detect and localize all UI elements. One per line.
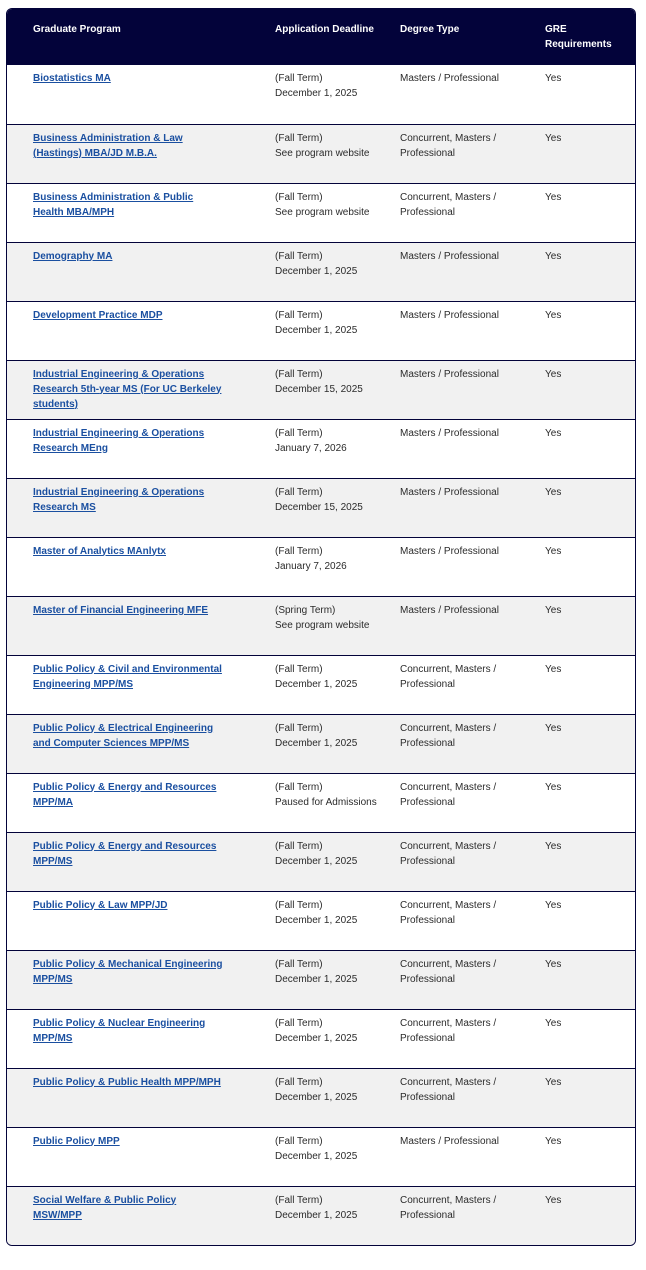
deadline-term: (Fall Term): [275, 368, 323, 380]
deadline-date: December 1, 2025: [275, 855, 358, 867]
header-row: [7, 9, 635, 65]
table-row: [7, 183, 635, 242]
gre-requirement-cell: Yes: [545, 309, 562, 321]
program-cell: [7, 537, 265, 596]
program-cell: [7, 950, 265, 1009]
degree-type-cell: Concurrent, Masters / Professional: [400, 1017, 497, 1044]
deadline-term: (Fall Term): [275, 191, 323, 203]
deadline-date: December 1, 2025: [275, 1032, 358, 1044]
table-row: [7, 419, 635, 478]
deadline-cell: [265, 183, 390, 242]
deadline-term: (Fall Term): [275, 1076, 323, 1088]
program-cell: [7, 1009, 265, 1068]
gre-requirement-cell: Yes: [545, 958, 562, 970]
program-cell: [7, 183, 265, 242]
program-link[interactable]: Public Policy & Energy and Resources MPP/MS: [33, 840, 217, 867]
deadline-cell: [265, 1186, 390, 1245]
deadline-date: December 1, 2025: [275, 88, 358, 99]
deadline-date: December 1, 2025: [275, 1150, 358, 1162]
deadline-date: December 1, 2025: [275, 324, 358, 336]
degree-type-cell: Concurrent, Masters / Professional: [400, 781, 497, 808]
program-cell: [7, 419, 265, 478]
table-row: [7, 714, 635, 773]
table-row: [7, 1009, 635, 1068]
program-cell: [7, 891, 265, 950]
program-link[interactable]: Master of Financial Engineering MFE: [33, 604, 209, 616]
deadline-date: December 1, 2025: [275, 737, 358, 749]
deadline-cell: [265, 65, 390, 124]
degree-type-cell: Masters / Professional: [400, 1135, 499, 1147]
gre-requirement-cell: Yes: [545, 545, 562, 557]
deadline-term: (Fall Term): [275, 250, 323, 262]
table-row: [7, 1068, 635, 1127]
table-row: [7, 950, 635, 1009]
deadline-cell: [265, 891, 390, 950]
table-row: [7, 301, 635, 360]
program-cell: [7, 301, 265, 360]
deadline-cell: [265, 478, 390, 537]
graduate-programs-table: [7, 9, 635, 1245]
table-row: [7, 360, 635, 419]
table-row: [7, 124, 635, 183]
deadline-cell: [265, 832, 390, 891]
deadline-date: See program website: [275, 206, 370, 218]
program-link[interactable]: Development Practice MDP: [33, 309, 163, 321]
degree-type-cell: Masters / Professional: [400, 604, 499, 616]
program-link[interactable]: Public Policy MPP: [33, 1135, 120, 1147]
program-cell: [7, 360, 265, 419]
deadline-date: December 1, 2025: [275, 1209, 358, 1221]
table-row: [7, 1186, 635, 1245]
table-row: [7, 1127, 635, 1186]
header-application-deadline: Application Deadline: [265, 9, 390, 65]
program-cell: [7, 65, 265, 124]
degree-type-cell: Concurrent, Masters / Professional: [400, 722, 497, 749]
program-cell: [7, 714, 265, 773]
program-link[interactable]: Demography MA: [33, 250, 113, 262]
deadline-term: (Fall Term): [275, 132, 323, 144]
deadline-date: December 1, 2025: [275, 914, 358, 926]
gre-requirement-cell: Yes: [545, 73, 562, 84]
header-degree-type: Degree Type: [390, 9, 535, 65]
degree-type-cell: Concurrent, Masters / Professional: [400, 663, 497, 690]
deadline-cell: [265, 419, 390, 478]
deadline-date: See program website: [275, 619, 370, 631]
program-cell: [7, 478, 265, 537]
gre-requirement-cell: Yes: [545, 840, 562, 852]
deadline-term: (Fall Term): [275, 1194, 323, 1206]
degree-type-cell: Masters / Professional: [400, 73, 499, 84]
deadline-term: (Fall Term): [275, 309, 323, 321]
program-link[interactable]: Public Policy & Mechanical Engineering MPP/MS: [33, 958, 223, 985]
degree-type-cell: Masters / Professional: [400, 545, 499, 557]
program-cell: [7, 832, 265, 891]
table-row: [7, 596, 635, 655]
gre-requirement-cell: Yes: [545, 191, 562, 203]
deadline-date: December 1, 2025: [275, 265, 358, 277]
deadline-date: December 15, 2025: [275, 501, 363, 513]
deadline-cell: [265, 1127, 390, 1186]
deadline-cell: [265, 1068, 390, 1127]
degree-type-cell: Concurrent, Masters / Professional: [400, 1076, 497, 1103]
gre-requirement-cell: Yes: [545, 781, 562, 793]
degree-type-cell: Concurrent, Masters / Professional: [400, 1194, 497, 1221]
program-cell: [7, 124, 265, 183]
table-row: [7, 65, 635, 124]
table-row: [7, 655, 635, 714]
table-row: [7, 537, 635, 596]
program-link[interactable]: Public Policy & Public Health MPP/MPH: [33, 1076, 221, 1088]
program-link[interactable]: Industrial Engineering & Operations Research MS: [33, 486, 205, 513]
deadline-date: December 1, 2025: [275, 973, 358, 985]
deadline-term: (Fall Term): [275, 486, 323, 498]
deadline-date: See program website: [275, 147, 370, 159]
degree-type-cell: Concurrent, Masters / Professional: [400, 899, 497, 926]
deadline-cell: [265, 773, 390, 832]
deadline-cell: [265, 950, 390, 1009]
table-body: [7, 65, 635, 1245]
table-row: [7, 891, 635, 950]
deadline-cell: [265, 714, 390, 773]
deadline-term: (Fall Term): [275, 73, 323, 84]
gre-requirement-cell: Yes: [545, 368, 562, 380]
deadline-date: January 7, 2026: [275, 442, 347, 454]
graduate-programs-table-container: [6, 8, 636, 1246]
program-link[interactable]: Public Policy & Electrical Engineering and Computer Sciences MPP/MS: [33, 722, 214, 749]
gre-requirement-cell: Yes: [545, 250, 562, 262]
deadline-cell: [265, 596, 390, 655]
deadline-term: (Fall Term): [275, 1017, 323, 1029]
deadline-date: December 1, 2025: [275, 678, 358, 690]
deadline-term: (Fall Term): [275, 958, 323, 970]
program-link[interactable]: Industrial Engineering & Operations Research 5th-year MS (For UC Berkeley students): [33, 368, 222, 410]
gre-requirement-cell: Yes: [545, 722, 562, 734]
deadline-cell: [265, 537, 390, 596]
program-link[interactable]: Business Administration & Law (Hastings) MBA/JD M.B.A.: [33, 132, 183, 159]
program-link[interactable]: Master of Analytics MAnlytx: [33, 545, 166, 557]
table-header: [7, 9, 635, 65]
program-link[interactable]: Public Policy & Energy and Resources MPP/MA: [33, 781, 217, 808]
header-gre-requirements: GRE Requirements: [535, 9, 635, 65]
program-cell: [7, 1068, 265, 1127]
program-link[interactable]: Industrial Engineering & Operations Research MEng: [33, 427, 205, 454]
deadline-term: (Fall Term): [275, 722, 323, 734]
table-row: [7, 242, 635, 301]
deadline-term: (Fall Term): [275, 840, 323, 852]
degree-type-cell: Concurrent, Masters / Professional: [400, 191, 497, 218]
program-link[interactable]: Social Welfare & Public Policy MSW/MPP: [33, 1194, 177, 1221]
deadline-cell: [265, 360, 390, 419]
table-row: [7, 773, 635, 832]
deadline-date: December 1, 2025: [275, 1091, 358, 1103]
gre-requirement-cell: Yes: [545, 486, 562, 498]
deadline-date: January 7, 2026: [275, 560, 347, 572]
program-link[interactable]: Public Policy & Law MPP/JD: [33, 899, 168, 911]
table-row: [7, 832, 635, 891]
gre-requirement-cell: Yes: [545, 1076, 562, 1088]
program-cell: [7, 596, 265, 655]
gre-requirement-cell: Yes: [545, 663, 562, 675]
deadline-cell: [265, 655, 390, 714]
gre-requirement-cell: Yes: [545, 604, 562, 616]
deadline-term: (Fall Term): [275, 1135, 323, 1147]
gre-requirement-cell: Yes: [545, 899, 562, 911]
program-link[interactable]: Public Policy & Civil and Environmental Engineering MPP/MS: [33, 663, 222, 690]
program-cell: [7, 1186, 265, 1245]
gre-requirement-cell: Yes: [545, 1135, 562, 1147]
deadline-cell: [265, 301, 390, 360]
program-cell: [7, 773, 265, 832]
deadline-cell: [265, 242, 390, 301]
program-cell: [7, 1127, 265, 1186]
deadline-date: December 15, 2025: [275, 383, 363, 395]
table-row: [7, 478, 635, 537]
program-link[interactable]: Public Policy & Nuclear Engineering MPP/MS: [33, 1017, 206, 1044]
gre-requirement-cell: Yes: [545, 1017, 562, 1029]
gre-requirement-cell: Yes: [545, 132, 562, 144]
deadline-term: (Spring Term): [275, 604, 336, 616]
degree-type-cell: Concurrent, Masters / Professional: [400, 958, 497, 985]
program-cell: [7, 655, 265, 714]
gre-requirement-cell: Yes: [545, 427, 562, 439]
degree-type-cell: Masters / Professional: [400, 486, 499, 498]
program-link[interactable]: Biostatistics MA: [33, 73, 111, 84]
program-link[interactable]: Business Administration & Public Health MBA/MPH: [33, 191, 194, 218]
degree-type-cell: Masters / Professional: [400, 427, 499, 439]
degree-type-cell: Masters / Professional: [400, 368, 499, 380]
degree-type-cell: Masters / Professional: [400, 309, 499, 321]
deadline-cell: [265, 1009, 390, 1068]
header-graduate-program: Graduate Program: [7, 9, 265, 65]
degree-type-cell: Masters / Professional: [400, 250, 499, 262]
program-cell: [7, 242, 265, 301]
deadline-date: Paused for Admissions: [275, 796, 377, 808]
gre-requirement-cell: Yes: [545, 1194, 562, 1206]
deadline-term: (Fall Term): [275, 427, 323, 439]
deadline-cell: [265, 124, 390, 183]
deadline-term: (Fall Term): [275, 781, 323, 793]
deadline-term: (Fall Term): [275, 899, 323, 911]
deadline-term: (Fall Term): [275, 663, 323, 675]
degree-type-cell: Concurrent, Masters / Professional: [400, 840, 497, 867]
deadline-term: (Fall Term): [275, 545, 323, 557]
degree-type-cell: Concurrent, Masters / Professional: [400, 132, 497, 159]
